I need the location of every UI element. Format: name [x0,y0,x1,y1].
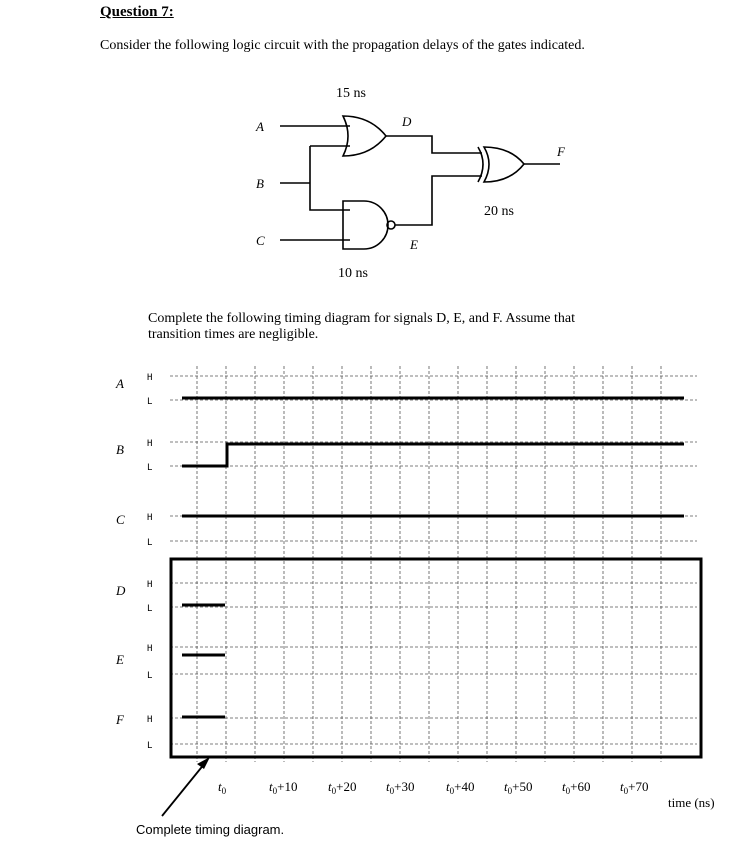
label-d: D [402,114,412,129]
signal-name: E [116,652,124,667]
delay-xor: 20 ns [484,204,514,219]
high-level-label: H [147,439,153,449]
high-level-label: H [147,715,153,725]
timing-grid [170,366,697,762]
low-level-label: L [147,463,153,473]
callout-arrow [162,757,210,816]
instruction-line-2: transition times are negligible. [148,327,319,342]
high-level-label: H [147,513,153,523]
question-intro: Consider the following logic circuit with the propagation delays of the gates indicated. [100,38,585,53]
time-tick-label: $t_0+60$ [562,779,591,796]
label-b: B [256,176,264,191]
signal-name: A [116,376,124,391]
callout-text: Complete timing diagram. [136,822,285,837]
label-a: A [256,119,264,134]
signal-name: C [116,512,125,527]
wave-b [182,444,684,466]
question-title: Question 7: [100,4,174,20]
logic-circuit [280,116,560,249]
time-tick-label: $t_0+50$ [504,779,533,796]
time-tick-label: $t_0+20$ [328,779,357,796]
low-level-label: L [147,604,153,614]
wire-d [386,136,482,153]
high-level-label: H [147,644,153,654]
delay-or: 15 ns [336,86,366,101]
wire-e [395,176,482,225]
label-f: F [557,144,565,159]
time-axis-label: time (ns) [668,795,715,810]
time-tick-label: $t_0+70$ [620,779,649,796]
time-tick-label: $t_0$ [218,779,227,796]
signal-labels [115,373,152,751]
low-level-label: L [147,671,153,681]
time-axis-labels [218,779,648,796]
time-tick-label: $t_0+10$ [269,779,298,796]
low-level-label: L [147,538,153,548]
or-gate [343,116,386,156]
xor-gate [484,147,524,182]
nand-gate [343,201,388,249]
signal-name: D [116,583,126,598]
delay-nand: 10 ns [338,266,368,281]
label-e: E [410,237,418,252]
signal-name: F [116,712,124,727]
signal-name: B [116,442,124,457]
instruction-line-1: Complete the following timing diagram for signals D, E, and F. Assume that [148,311,575,326]
high-level-label: H [147,580,153,590]
low-level-label: L [147,397,153,407]
low-level-label: L [147,741,153,751]
time-tick-label: $t_0+40$ [446,779,475,796]
high-level-label: H [147,373,153,383]
time-tick-label: $t_0+30$ [386,779,415,796]
label-c: C [256,233,265,248]
answer-box[interactable] [171,559,701,757]
